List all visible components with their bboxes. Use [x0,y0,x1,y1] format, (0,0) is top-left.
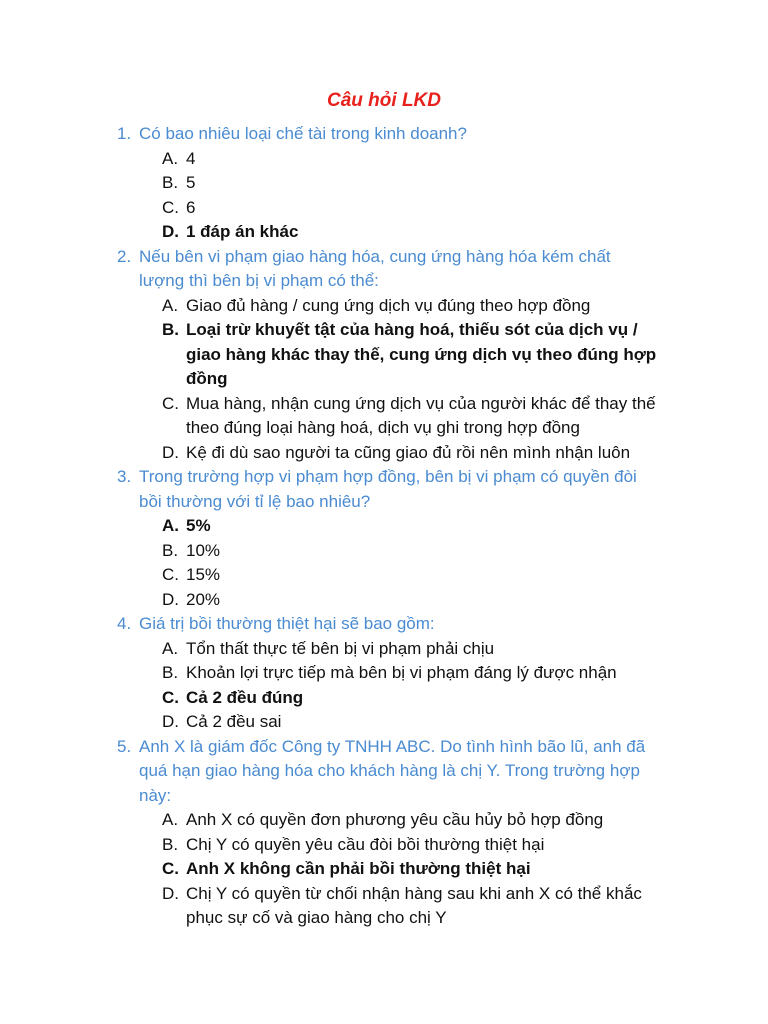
question-1 [0,122,768,245]
question-label: Nếu bên vi phạm giao hàng hóa, cung ứng hàng hóa kém chất lượng thì bên bị vi phạm có thể: [139,246,611,290]
option-d [0,882,666,931]
option-letter: A. [162,810,179,829]
option-b [0,833,666,858]
option-letter: A. [162,148,179,168]
option-d [0,588,666,613]
option-letter: C. [162,859,179,878]
option-a [0,147,666,172]
option-letter: B. [162,663,179,682]
option-list [0,294,768,466]
option-letter: D. [162,883,179,903]
option-a [0,294,666,319]
option-text: Loại trừ khuyết tật của hàng hoá, thiếu sót của dịch vụ / giao hàng khác thay thế, cung ứng dịch vụ theo đúng hợp đồng [186,320,657,388]
question-label: Anh X là giám đốc Công ty TNHH ABC. Do tình hình bão lũ, anh đã quá hạn giao hàng hóa cho khách hàng là chị Y. Trong trường hợp này: [139,736,646,805]
option-text: 5% [186,516,211,535]
option-text: 6 [186,197,196,217]
question-label: Có bao nhiêu loại chế tài trong kinh doanh? [139,124,467,143]
option-d-correct [0,220,666,245]
option-letter: C. [162,687,179,707]
option-text: 20% [186,589,221,609]
question-4 [0,612,768,735]
question-text [0,245,659,294]
question-text [0,465,659,514]
question-number: 3. [117,467,132,486]
option-c [0,392,666,441]
option-text: Cả 2 đều đúng [186,687,304,707]
option-text: 10% [186,540,221,560]
option-b-correct [0,318,666,392]
option-text: Chị Y có quyền từ chối nhận hàng sau khi anh X có thể khắc phục sự cố và giao hàng cho chị Y [186,883,642,927]
option-letter: B. [162,834,179,854]
option-letter: A. [162,638,179,658]
question-label: Trong trường hợp vi phạm hợp đồng, bên bị vi phạm có quyền đòi bồi thường với tỉ lệ bao nhiêu? [139,467,637,511]
document-title: Câu hỏi LKD [327,90,441,111]
option-c-correct [0,857,666,882]
option-letter: A. [162,516,179,535]
option-letter: B. [162,540,179,560]
option-text: Khoản lợi trực tiếp mà bên bị vi phạm đáng lý được nhận [186,663,617,682]
option-text: 15% [186,565,221,584]
option-b [0,661,666,686]
option-letter: C. [162,197,179,217]
question-2 [0,245,768,466]
option-text: Giao đủ hàng / cung ứng dịch vụ đúng theo hợp đồng [186,295,591,315]
question-text [0,122,659,147]
option-list [0,514,768,612]
option-text: Anh X không cần phải bồi thường thiệt hại [186,859,531,878]
question-5 [0,735,768,931]
option-text: Anh X có quyền đơn phương yêu cầu hủy bỏ hợp đồng [186,810,604,829]
option-letter: B. [162,173,179,192]
option-text: Mua hàng, nhận cung ứng dịch vụ của người khác để thay thế theo đúng loại hàng hoá, dịch vụ ghi trong hợp đồng [186,393,656,437]
option-letter: D. [162,589,179,609]
option-a-correct [0,514,666,539]
option-list [0,147,768,245]
option-a [0,637,666,662]
option-text: 4 [186,148,196,168]
option-list [0,637,768,735]
option-letter: D. [162,222,179,241]
question-number: 1. [117,124,132,143]
option-d [0,441,666,466]
option-text: 1 đáp án khác [186,222,299,241]
option-text: Kệ đi dù sao người ta cũng giao đủ rồi nên mình nhận luôn [186,442,631,462]
option-a [0,808,666,833]
option-b [0,171,666,196]
option-text: Tổn thất thực tế bên bị vi phạm phải chịu [186,638,495,658]
question-3 [0,465,768,612]
option-list [0,808,768,931]
option-c-correct [0,686,666,711]
question-number: 5. [117,736,132,756]
option-letter: C. [162,393,179,413]
question-text [0,612,659,637]
option-letter: D. [162,442,179,462]
option-c [0,196,666,221]
option-d [0,710,666,735]
option-text: Cả 2 đều sai [186,712,282,731]
option-letter: D. [162,712,179,731]
question-text [0,735,659,809]
question-label: Giá trị bồi thường thiệt hại sẽ bao gồm: [139,614,435,633]
option-text: 5 [186,173,196,192]
option-letter: A. [162,295,179,315]
option-b [0,539,666,564]
option-letter: C. [162,565,179,584]
option-text: Chị Y có quyền yêu cầu đòi bồi thường thiệt hại [186,834,545,854]
question-number: 2. [117,246,132,266]
option-letter: B. [162,320,179,339]
question-number: 4. [117,614,132,633]
question-list [0,122,768,931]
option-c [0,563,666,588]
